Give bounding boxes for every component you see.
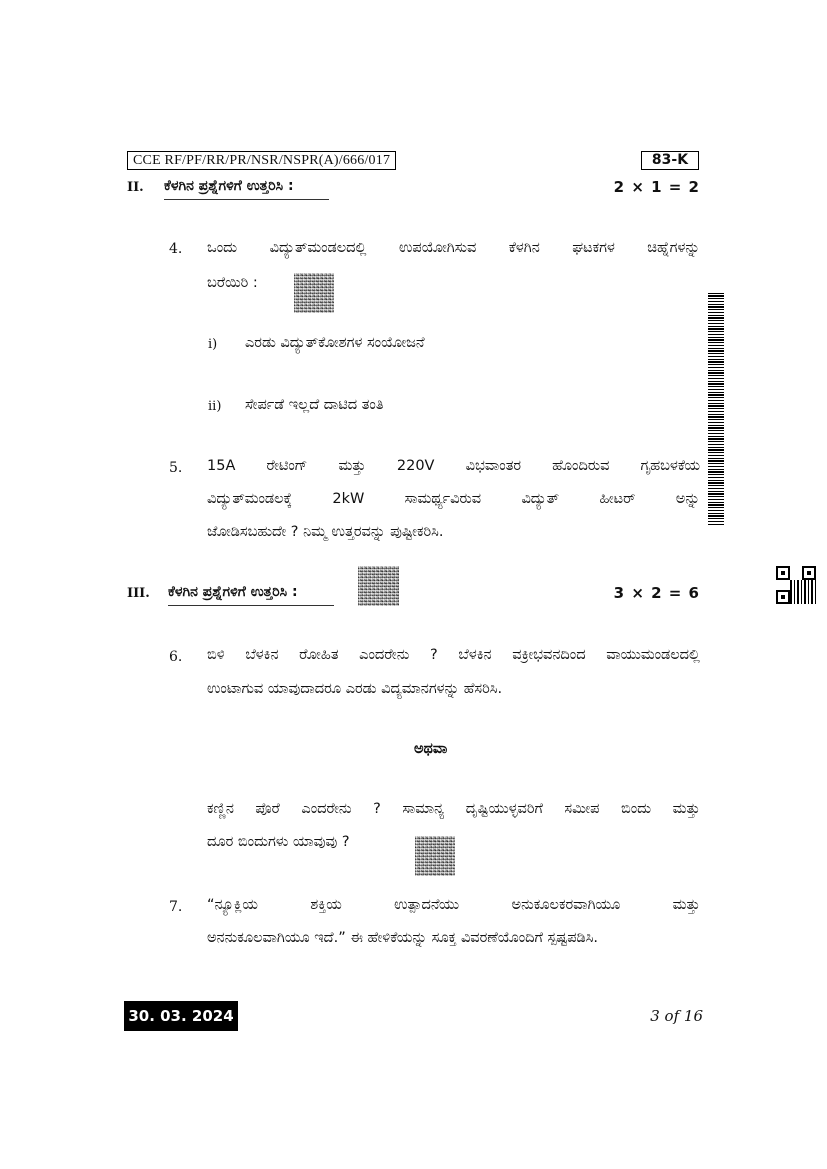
q5-number: 5. <box>169 460 183 476</box>
q4-sub-2-text: ಸೇರ್ಪಡೆ ಇಲ್ಲದೆ ದಾಟಿದ ತಂತಿ <box>245 397 384 413</box>
exam-date-badge: 30. 03. 2024 <box>124 1001 238 1031</box>
section-3-marks: 3 × 2 = 6 <box>613 584 700 602</box>
qr-code <box>776 566 816 604</box>
q6-alt-line-2: ದೂರ ಬಿಂದುಗಳು ಯಾವುವು ? <box>207 834 350 850</box>
q6-line-1: ಬಿಳಿ ಬೆಳಕಿನ ರೋಹಿತ ಎಂದರೇನು ? ಬೆಳಕಿನ ವಕ್ರೀಭವನದಿಂದ ವಾಯುಮಂಡಲದಲ್ಲಿ <box>207 647 700 663</box>
section-2-marks: 2 × 1 = 2 <box>613 178 700 196</box>
q4-line-1: ಒಂದು ವಿದ್ಯುತ್‌ಮಂಡಲದಲ್ಲಿ ಉಪಯೋಗಿಸುವ ಕೆಳಗಿನ ಘಟಕಗಳ ಚಿಹ್ನೆಗಳನ್ನು <box>207 240 700 256</box>
section-3-number: III. <box>127 586 150 601</box>
q7-line-2: ಅನನುಕೂಲವಾಗಿಯೂ ಇದೆ.” ಈ ಹೇಳಿಕೆಯನ್ನು ಸೂಕ್ತ ವಿವರಣೆಯೊಂದಿಗೆ ಸ್ಪಷ್ಟಪಡಿಸಿ. <box>207 930 599 946</box>
q6-number: 6. <box>169 649 183 665</box>
noise-patch <box>415 836 455 876</box>
section-2-title: ಕೆಳಗಿನ ಪ್ರಶ್ನೆಗಳಿಗೆ ಉತ್ತರಿಸಿ : <box>164 178 329 200</box>
q4-sub-1-text: ಎರಡು ವಿದ್ಯುತ್‌ಕೋಶಗಳ ಸಂಯೋಜನೆ <box>245 335 425 351</box>
q5-line-3: ಜೋಡಿಸಬಹುದೇ ? ನಿಮ್ಮ ಉತ್ತರವನ್ನು ಪುಷ್ಟೀಕರಿಸಿ. <box>207 524 444 540</box>
subject-code: CCE RF/PF/RR/PR/NSR/NSPR(A)/666/017 <box>127 151 396 170</box>
q4-sub-1-label: i) <box>208 337 218 352</box>
q6-alt-line-1: ಕಣ್ಣಿನ ಪೊರೆ ಎಂದರೇನು ? ಸಾಮಾನ್ಯ ದೃಷ್ಟಿಯುಳ್ಳವರಿಗೆ ಸಮೀಪ ಬಿಂದು ಮತ್ತು <box>207 801 700 817</box>
q4-line-2: ಬರೆಯಿರಿ : <box>207 275 258 291</box>
barcode <box>708 293 724 525</box>
page-number: 3 of 16 <box>650 1007 703 1025</box>
q7-line-1: “ನ್ಯೂಕ್ಲಿಯ ಶಕ್ತಿಯ ಉತ್ಪಾದನೆಯು ಅನುಕೂಲಕರವಾಗಿಯೂ ಮತ್ತು <box>207 897 700 913</box>
noise-patch <box>358 566 399 606</box>
noise-patch <box>294 273 334 313</box>
q5-line-1: 15A ರೇಟಿಂಗ್ ಮತ್ತು 220V ವಿಭವಾಂತರ ಹೊಂದಿರುವ ಗೃಹಬಳಕೆಯ <box>207 458 700 474</box>
q7-number: 7. <box>169 899 183 915</box>
or-label: ಅಥವಾ <box>414 741 448 757</box>
q4-sub-2-label: ii) <box>208 399 222 414</box>
section-2-number: II. <box>127 180 144 195</box>
paper-code: 83-K <box>641 151 699 170</box>
q4-number: 4. <box>169 241 183 257</box>
q5-line-2: ವಿದ್ಯುತ್‌ಮಂಡಲಕ್ಕೆ 2kW ಸಾಮರ್ಥ್ಯವಿರುವ ವಿದ್ಯುತ್ ಹೀಟರ್ ಅನ್ನು <box>207 491 700 507</box>
q6-line-2: ಉಂಟಾಗುವ ಯಾವುದಾದರೂ ಎರಡು ವಿದ್ಯಮಾನಗಳನ್ನು ಹೆಸರಿಸಿ. <box>207 681 503 697</box>
section-3-title: ಕೆಳಗಿನ ಪ್ರಶ್ನೆಗಳಿಗೆ ಉತ್ತರಿಸಿ : <box>168 584 334 606</box>
